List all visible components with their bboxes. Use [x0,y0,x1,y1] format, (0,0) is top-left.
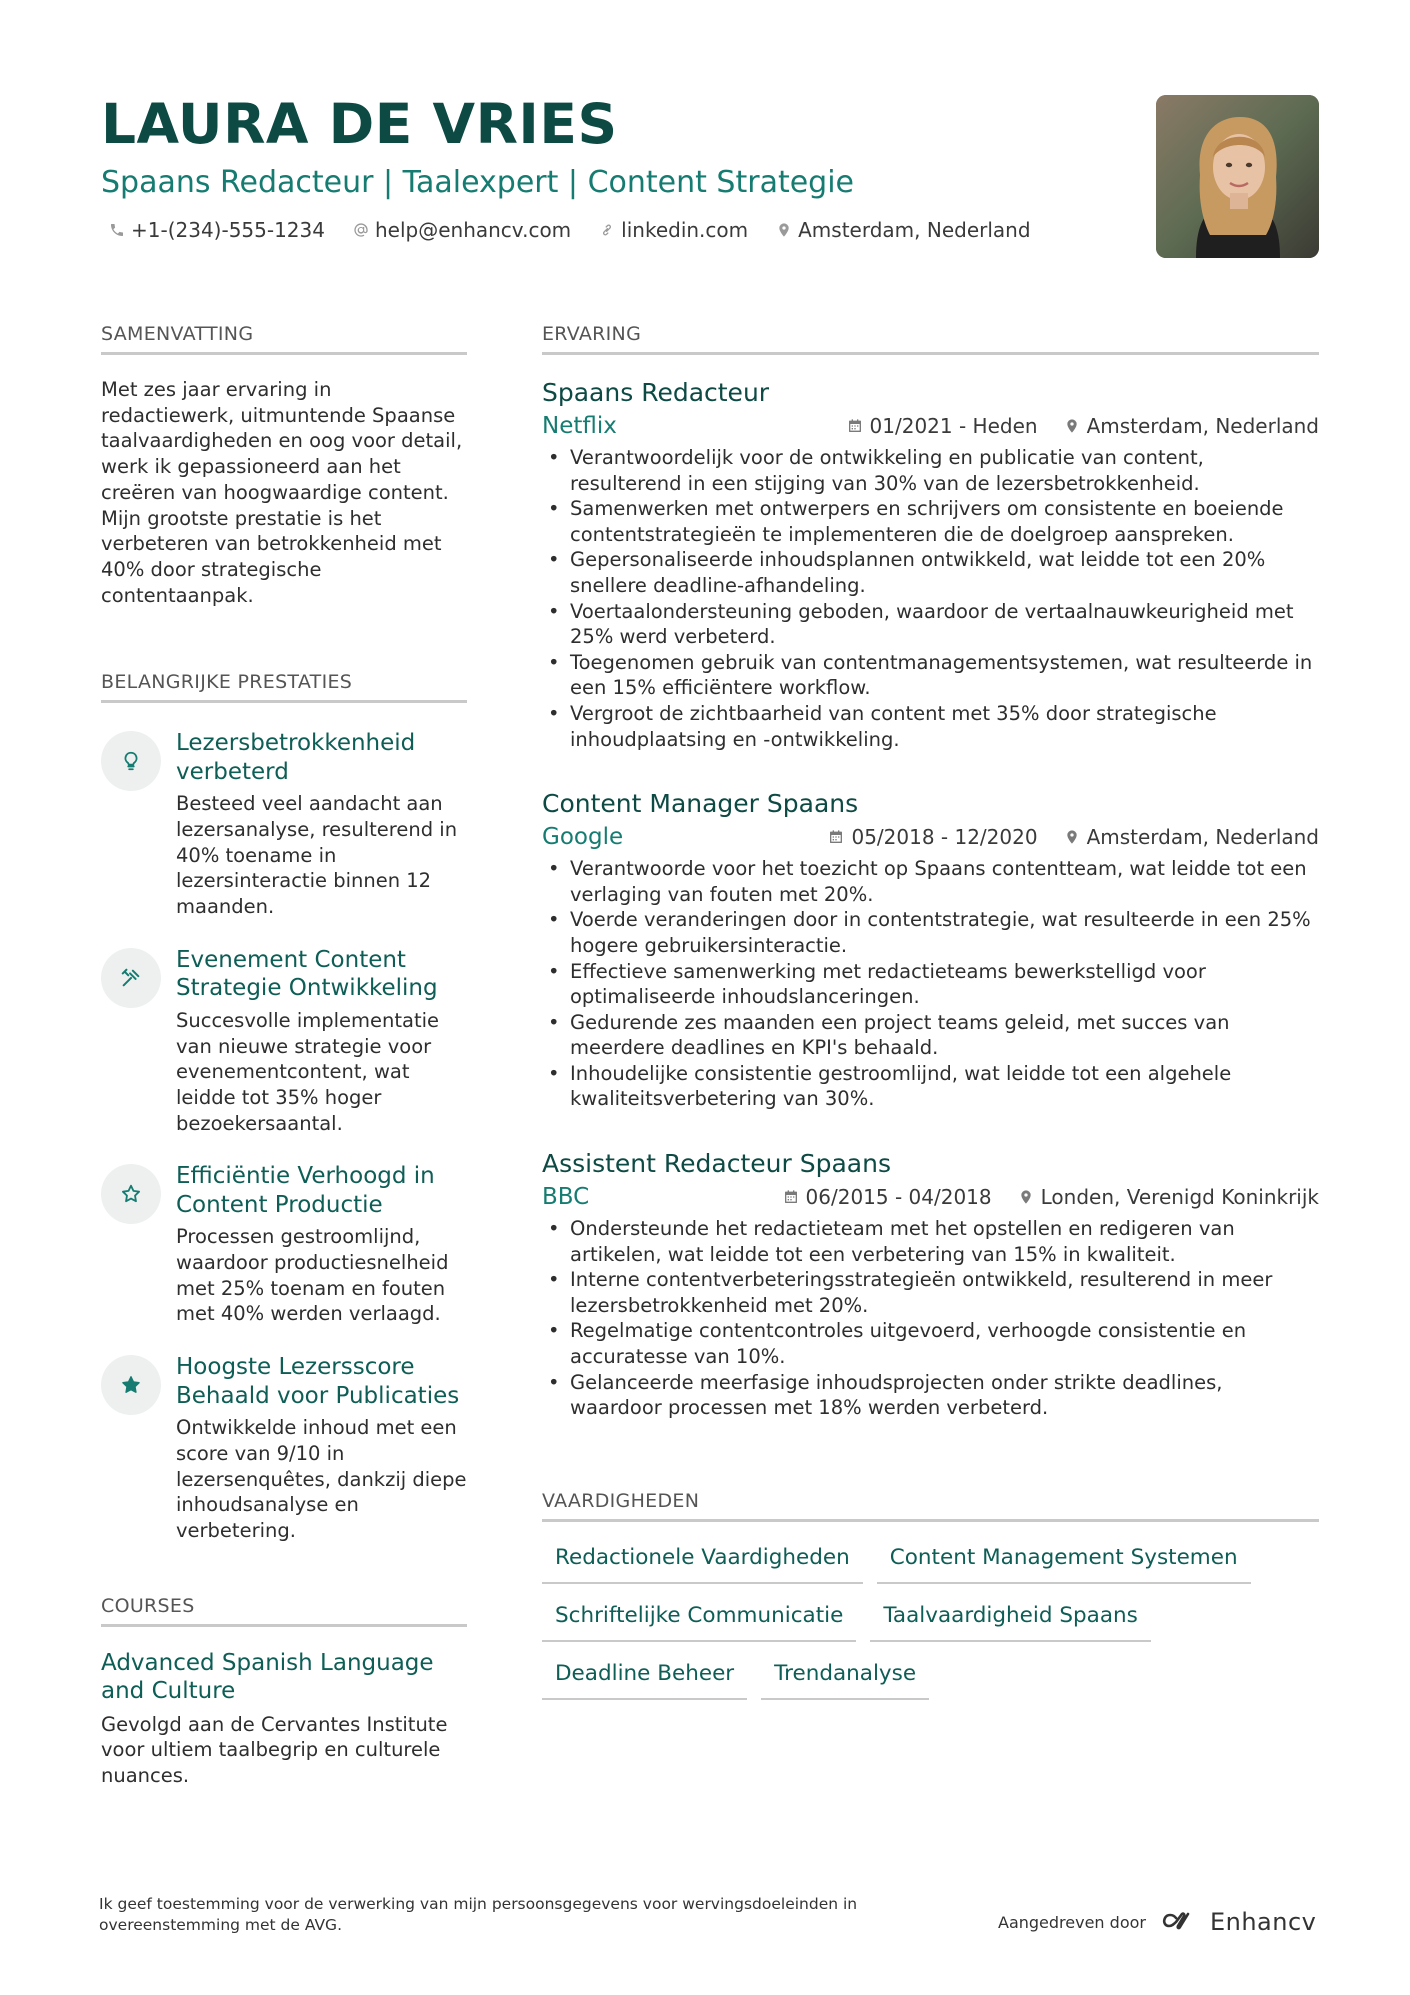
job-bullet: • Gepersonaliseerde inhoudsplannen ontwikkeld, wat leidde tot een 20% snellere deadline-afhandeling. [542,547,1319,598]
contact-location [776,218,1030,242]
job-title: Spaans Redacteur [542,378,770,407]
section-heading-summary: SAMENVATTING [101,322,467,355]
phone-text: +1-(234)-555-1234 [131,218,325,242]
job-bullet: • Gelanceerde meerfasige inhoudsprojecten onder strikte deadlines, waardoor processen met 18% werden verbeterd. [542,1370,1319,1421]
company-name: BBC [542,1184,590,1211]
calendar-icon [847,418,863,434]
course-desc: Gevolgd aan de Cervantes Institute voor ultiem taalbegrip en culturele nuances. [101,1712,448,1788]
calendar-icon [783,1189,799,1205]
achievement-item [101,729,467,920]
achievement-item [101,946,467,1137]
summary-section [101,322,467,608]
achievement-item [101,1353,467,1544]
gdpr-consent: Ik geef toestemming voor de verwerking van mijn persoonsgegevens voor wervingsdoeleinden in overeenstemming met de AVG. [99,1895,858,1934]
job-bullet: • Verantwoorde voor het toezicht op Spaans contentteam, wat leidde tot een verlaging van fouten met 20%. [542,856,1319,907]
achievement-desc: Besteed veel aandacht aan lezersanalyse, resulterend in 40% toename in lezersinteractie binnen 12 maanden. [176,792,458,919]
job-bullets [542,1216,1319,1421]
achievement-title: Lezersbetrokkenheid verbeterd [176,730,416,785]
job-location [1064,414,1319,438]
star-outline-icon [101,1164,161,1224]
course-title: Advanced Spanish Language and Culture [101,1649,434,1705]
job-entry [542,1148,1319,1421]
contact-linkedin[interactable] [599,218,748,242]
job-meta [542,1184,1319,1210]
job-bullets [542,445,1319,752]
job-bullet: • Voerde veranderingen door in contentstrategie, wat resulteerde in een 25% hogere gebruikersinteractie. [542,907,1319,958]
experience-section [542,322,1319,1421]
job-bullet: • Toegenomen gebruik van contentmanagementsystemen, wat resulteerde in een 15% efficiëntere workflow. [542,650,1319,701]
job-dates-text: 06/2015 - 04/2018 [805,1185,992,1210]
job-bullet: • Vergroot de zichtbaarheid van content met 35% door strategische inhoudplaatsing en -ontwikkeling. [542,701,1319,752]
company-name: Google [542,824,624,851]
achievement-desc: Succesvolle implementatie van nieuwe strategie voor evenementcontent, wat leidde tot 35% hoger bezoekersaantal. [176,1008,440,1135]
job-entry [542,788,1319,1112]
map-pin-icon [1064,418,1080,434]
job-dates [847,414,1038,438]
job-bullets [542,856,1319,1112]
achievement-title: Hoogste Lezersscore Behaald voor Publicaties [176,1354,460,1409]
skill-tag: Schriftelijke Communicatie [542,1598,856,1642]
job-bullet: • Ondersteunde het redactieteam met het opstellen en redigeren van artikelen, wat leidde tot een verbetering van 15% in kwaliteit. [542,1216,1319,1267]
map-pin-icon [776,222,792,238]
skills-list [542,1540,1319,1700]
job-bullet: • Verantwoordelijk voor de ontwikkeling en publicatie van content, resulterend in een stijging van 30% van de lezersbetrokkenheid. [542,445,1319,496]
section-heading-courses: COURSES [101,1594,467,1627]
job-bullet: • Voertaalondersteuning geboden, waardoor de vertaalnauwkeurigheid met 25% werd verbeterd. [542,599,1319,650]
achievement-title: Efficiëntie Verhoogd in Content Productie [176,1163,435,1218]
achievement-item [101,1162,467,1327]
section-heading-achievements: BELANGRIJKE PRESTATIES [101,670,467,703]
resume-header [101,92,1151,242]
star-filled-icon [101,1355,161,1415]
lightbulb-icon [101,731,161,791]
tools-icon [101,948,161,1008]
contact-bar [101,218,1151,242]
candidate-name: LAURA DE VRIES [101,92,618,156]
link-icon [599,222,615,238]
courses-section [101,1594,467,1789]
section-heading-experience: ERVARING [542,322,1319,355]
job-location-text: Amsterdam, Nederland [1086,414,1319,438]
contact-phone [109,218,325,242]
job-bullet: • Regelmatige contentcontroles uitgevoerd, verhoogde consistentie en accuratesse van 10%. [542,1318,1319,1369]
job-meta [542,413,1319,439]
enhancv-logo[interactable] [1156,1908,1316,1936]
skill-tag: Content Management Systemen [877,1540,1251,1584]
job-dates [783,1185,992,1209]
profile-photo [1156,95,1319,258]
powered-by-label: Aangedreven door [998,1912,1146,1932]
enhancv-logo-icon [1156,1910,1202,1934]
powered-by [998,1908,1316,1936]
job-dates-text: 05/2018 - 12/2020 [851,825,1038,850]
job-bullet: • Effectieve samenwerking met redactieteams bewerkstelligd voor optimaliseerde inhoudslanceringen. [542,959,1319,1010]
left-column [101,322,467,1789]
map-pin-icon [1018,1189,1034,1205]
job-bullet: • Gedurende zes maanden een project teams geleid, met succes van meerdere deadlines en KPI's behaald. [542,1010,1319,1061]
job-dates [828,825,1037,849]
achievement-desc: Ontwikkelde inhoud met een score van 9/10 in lezersenquêtes, dankzij diepe inhoudsanalyse en verbetering. [176,1416,467,1542]
job-location-text: Londen, Verenigd Koninkrijk [1040,1185,1319,1210]
job-title: Assistent Redacteur Spaans [542,1149,891,1179]
job-dates-text: 01/2021 - Heden [869,414,1038,438]
job-bullet: • Interne contentverbeteringsstrategieën ontwikkeld, resulterend in meer lezersbetrokkenheid met 20%. [542,1267,1319,1318]
job-bullet: • Inhoudelijke consistentie gestroomlijnd, wat leidde tot een algehele kwaliteitsverbetering van 30%. [542,1061,1319,1112]
calendar-icon [828,829,844,845]
job-bullet: • Samenwerken met ontwerpers en schrijvers om consistente en boeiende contentstrategieën te implementeren die de doelgroep aanspreken. [542,496,1319,547]
map-pin-icon [1064,829,1080,845]
job-meta [542,824,1319,850]
portrait-image [1156,95,1319,258]
skill-tag: Redactionele Vaardigheden [542,1540,863,1584]
skill-tag: Deadline Beheer [542,1656,747,1700]
linkedin-text: linkedin.com [621,218,749,242]
summary-text: Met zes jaar ervaring in redactiewerk, uitmuntende Spaanse taalvaardigheden en oog voor detail, werk ik gepassioneerd aan het creëren van hoogwaardige content. Mijn grootste prestatie is het verbeteren van betrokkenheid met 40% door strategische contentaanpak. [101,378,463,607]
company-name: Netflix [542,413,617,439]
skill-tag: Trendanalyse [761,1656,929,1700]
right-column [542,322,1319,1700]
job-location-text: Amsterdam, Nederland [1086,825,1319,850]
email-text: help@enhancv.com [374,218,572,242]
at-icon [353,222,369,238]
contact-email[interactable] [353,218,571,242]
phone-icon [109,222,125,238]
location-text: Amsterdam, Nederland [798,218,1031,242]
job-location [1018,1185,1319,1209]
achievements-section [101,670,467,1543]
job-title: Content Manager Spaans [542,789,859,819]
enhancv-brand-text: Enhancv [1209,1908,1317,1936]
skills-section [542,1489,1319,1700]
candidate-title: Spaans Redacteur | Taalexpert | Content Strategie [101,165,855,200]
section-heading-skills: VAARDIGHEDEN [542,1489,1319,1522]
achievement-desc: Processen gestroomlijnd, waardoor productiesnelheid met 25% toenam en fouten met 40% werden verlaagd. [176,1225,449,1326]
job-entry [542,377,1319,752]
job-location [1064,825,1319,849]
skill-tag: Taalvaardigheid Spaans [870,1598,1150,1642]
achievement-title: Evenement Content Strategie Ontwikkeling [176,946,438,1002]
